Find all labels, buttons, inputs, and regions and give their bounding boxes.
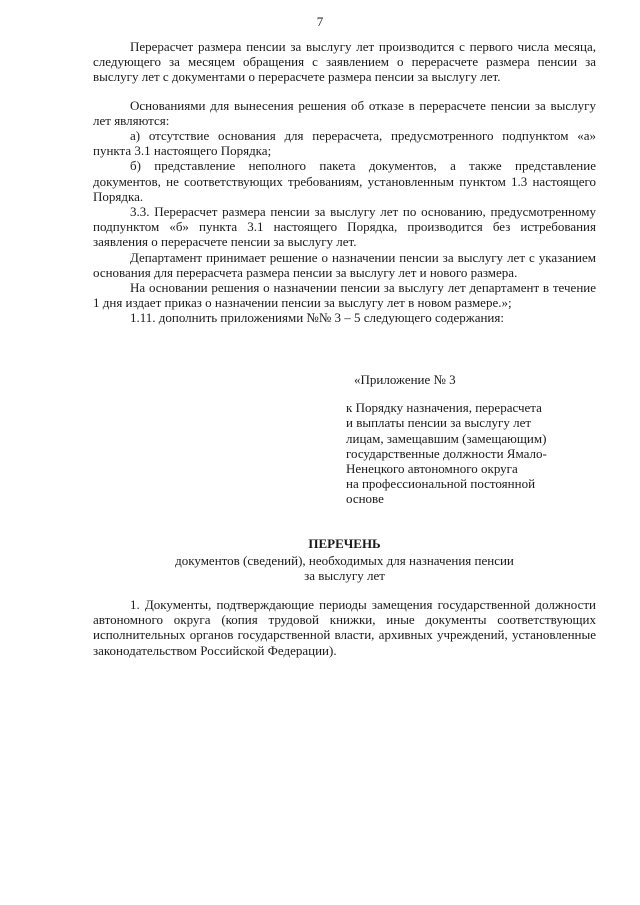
appendix-line: Ненецкого автономного округа <box>346 461 518 477</box>
paragraph-recalculation-date: Перерасчет размера пенсии за выслугу лет производится с первого числа месяца, следующего за месяцем обращения с заявлением о перерасчете размера пенсии за выслугу лет с документами о перерасчете размера пенсии за выслугу лет. <box>93 39 596 85</box>
appendix-line: на профессиональной постоянной <box>346 476 536 492</box>
appendix-block <box>346 372 606 507</box>
paragraph-department-decision: Департамент принимает решение о назначении пенсии за выслугу лет с указанием основания для перерасчета размера пенсии за выслугу лет и нового размера. <box>93 249 596 280</box>
paragraph-refusal-grounds: Основаниями для вынесения решения об отказе в перерасчете пенсии за выслугу лет являются: <box>93 97 596 128</box>
paragraph-ground-a: а) отсутствие основания для перерасчета, предусмотренного подпунктом «а» пункта 3.1 настоящего Порядка; <box>93 128 596 159</box>
paragraph-1-11: 1.11. дополнить приложениями №№ 3 – 5 следующего содержания: <box>130 310 504 326</box>
list-heading <box>93 536 596 584</box>
appendix-line: лицам, замещавшим (замещающим) <box>346 430 547 446</box>
page-number: 7 <box>316 14 324 29</box>
appendix-line: основе <box>346 491 384 507</box>
heading-subtitle-line-2: за выслугу лет <box>304 568 385 584</box>
appendix-title: «Приложение № 3 <box>354 372 456 387</box>
body-text <box>93 39 596 326</box>
heading-subtitle-line-1: документов (сведений), необходимых для назначения пенсии <box>175 553 514 569</box>
paragraph-ground-b: б) представление неполного пакета документов, а также представление документов, не соответствующих требованиям, установленным пунктом 1.3 настоящего Порядка. <box>93 158 596 204</box>
appendix-line: и выплаты пенсии за выслугу лет <box>346 415 532 431</box>
paragraph-order-issue: На основании решения о назначении пенсии за выслугу лет департамент в течение 1 дня издает приказ о назначении пенсии за выслугу лет в новом размере.»; <box>93 280 596 311</box>
documents-list <box>93 597 596 658</box>
heading-title: ПЕРЕЧЕНЬ <box>308 536 381 551</box>
appendix-line: к Порядку назначения, перерасчета <box>346 400 542 416</box>
paragraph-3-3: 3.3. Перерасчет размера пенсии за выслугу лет по основанию, предусмотренному подпунктом «б» пункта 3.1 настоящего Порядка, производится без истребования заявления о перерасчете пенсии за выслугу лет. <box>93 204 596 250</box>
appendix-line: государственные должности Ямало- <box>346 445 547 461</box>
list-item: 1. Документы, подтверждающие периоды замещения государственной должности автономного округа (копия трудовой книжки, иные документы соответствующих исполнительных органов государственной власти, архивных учреждений, установленные законодательством Российской Федерации). <box>93 597 596 658</box>
